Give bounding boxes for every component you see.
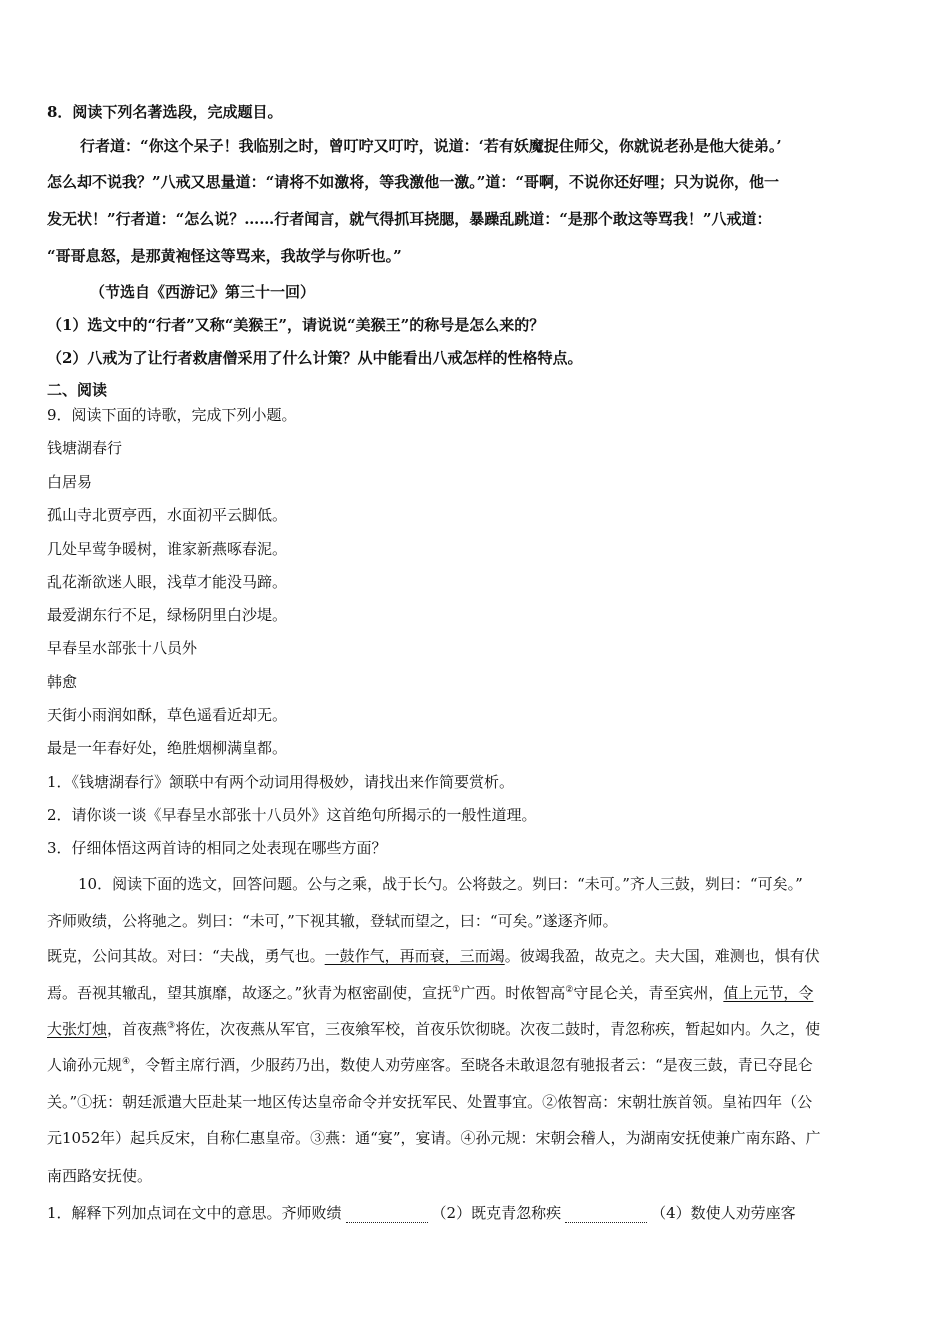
q10-line-1: 10．阅读下面的选文，回答问题。公与之乘，战于长勺。公将鼓之。刿曰：“未可。”齐人三鼓，刿曰：“可矣。” [78, 875, 803, 893]
q10-footnotes-line-2: 元1052年）起兵反宋，自称仁惠皇帝。③燕：通“宴”，宴请。④孙元规：宋朝会稽人，为湖南安抚使兼广南东路、广 [47, 1129, 821, 1147]
q9-title: 9．阅读下面的诗歌，完成下列小题。 [47, 406, 297, 424]
answer-blank-2[interactable] [565, 1206, 647, 1223]
q10-sub1-prompt: 1．解释下列加点词在文中的意思。齐师败绩 [47, 1204, 342, 1222]
q9-question-2: 2．请你谈一谈《早春呈水部张十八员外》这首绝句所揭示的一般性道理。 [47, 806, 537, 824]
q10-line-2: 齐师败绩，公将驰之。刿曰：“未可，”下视其辙，登轼而望之，曰：“可矣。”遂逐齐师。 [47, 912, 618, 930]
q8-passage-line-3: 发无状！”行者道：“怎么说？……行者闻言，就气得抓耳挠腮，暴躁乱跳道：“是那个敢这等骂我！”八戒道： [47, 210, 772, 228]
footnote-marker-2: ② [565, 985, 574, 995]
q8-source: （节选自《西游记》第三十一回） [90, 283, 316, 301]
q10-underlined-phrase-2b: 大张灯烛 [47, 1020, 108, 1038]
poem1-line-1: 孤山寺北贾亭西，水面初平云脚低。 [47, 506, 288, 524]
q8-title: 8．阅读下列名著选段，完成题目。 [47, 103, 283, 121]
poem1-title: 钱塘湖春行 [47, 439, 123, 457]
poem2-line-2: 最是一年春好处，绝胜烟柳满皇都。 [47, 739, 288, 757]
q8-subquestion-1: （1）选文中的“行者”又称“美猴王”，请说说“美猴王”的称号是怎么来的？ [47, 316, 545, 334]
answer-blank-1[interactable] [346, 1206, 428, 1223]
poem1-author: 白居易 [47, 473, 93, 491]
q10-underlined-phrase-2a: 值上元节，令 [723, 984, 814, 1002]
q10-line-4-text-b: 广西。时侬智高 [460, 984, 566, 1002]
q10-footnotes-line-3: 南西路安抚使。 [47, 1167, 153, 1185]
q10-line-6-text-a: 人谕孙元规 [47, 1056, 123, 1074]
q10-subquestion-1 [47, 1203, 907, 1223]
q10-line-3 [47, 946, 907, 966]
q10-sub1-item-4: （4）数使人劝劳座客 [651, 1204, 796, 1222]
q10-line-6-text-b: ，令暂主席行酒，少服药乃出，数使人劝劳座客。至晓各未敢退忽有驰报者云：“是夜三鼓，青已夺昆仑 [130, 1056, 813, 1074]
q10-line-4-text-a: 焉。吾视其辙乱，望其旗靡，故逐之。”狄青为枢密副使，宣抚 [47, 984, 453, 1002]
q10-line-3-text-b: 。彼竭我盈，故克之。夫大国，难测也，惧有伏 [504, 947, 820, 965]
poem2-line-1: 天街小雨润如酥，草色遥看近却无。 [47, 706, 288, 724]
q10-line-5-text-a: ，首夜燕 [107, 1020, 168, 1038]
q10-line-5 [47, 1019, 907, 1039]
q10-line-6 [47, 1055, 907, 1075]
poem1-line-4: 最爱湖东行不足，绿杨阴里白沙堤。 [47, 606, 288, 624]
footnote-marker-3: ③ [167, 1021, 176, 1031]
poem2-author: 韩愈 [47, 673, 78, 691]
q8-passage-line-1: 行者道：“你这个呆子！我临别之时，曾叮咛又叮咛，说道：‘若有妖魔捉住师父，你就说老孙是他大徒弟。’ [80, 137, 782, 155]
q8-passage-line-2: 怎么却不说我？”八戒又思量道：“请将不如激将，等我激他一激。”道：“哥啊，不说你还好哩；只为说你，他一 [47, 173, 780, 191]
q10-line-4 [47, 983, 907, 1003]
q9-question-3: 3．仔细体悟这两首诗的相同之处表现在哪些方面？ [47, 839, 387, 857]
q10-footnotes-line-1: 关。”①抚：朝廷派遣大臣赴某一地区传达皇帝命令并安抚军民、处置事宜。②侬智高：宋朝壮族首领。皇祐四年（公 [47, 1093, 813, 1111]
q10-sub1-item-2: （2）既克青忽称疾 [431, 1204, 562, 1222]
q9-question-1: 1．《钱塘湖春行》颔联中有两个动词用得极妙，请找出来作简要赏析。 [47, 773, 515, 791]
poem2-title: 早春呈水部张十八员外 [47, 639, 198, 657]
poem1-line-2: 几处早莺争暖树，谁家新燕啄春泥。 [47, 540, 288, 558]
footnote-marker-4: ④ [122, 1057, 131, 1067]
section-heading: 二、阅读 [47, 381, 108, 399]
footnote-marker-1: ① [452, 985, 461, 995]
q10-line-3-text-a: 既克，公问其故。对曰：“夫战，勇气也。 [47, 947, 325, 965]
q8-subquestion-2: （2）八戒为了让行者救唐僧采用了什么计策？从中能看出八戒怎样的性格特点。 [47, 349, 583, 367]
q10-line-4-text-c: 守昆仑关，青至宾州， [573, 984, 724, 1002]
q10-underlined-phrase-1: 一鼓作气，再而衰，三而竭 [324, 947, 505, 965]
q8-passage-line-4: “哥哥息怒，是那黄袍怪这等骂来，我故学与你听也。” [47, 247, 402, 265]
poem1-line-3: 乱花渐欲迷人眼，浅草才能没马蹄。 [47, 573, 288, 591]
q10-line-5-text-b: 将佐，次夜燕从军官，三夜飨军校，首夜乐饮彻晓。次夜二鼓时，青忽称疾，暂起如内。久之，使 [175, 1020, 821, 1038]
